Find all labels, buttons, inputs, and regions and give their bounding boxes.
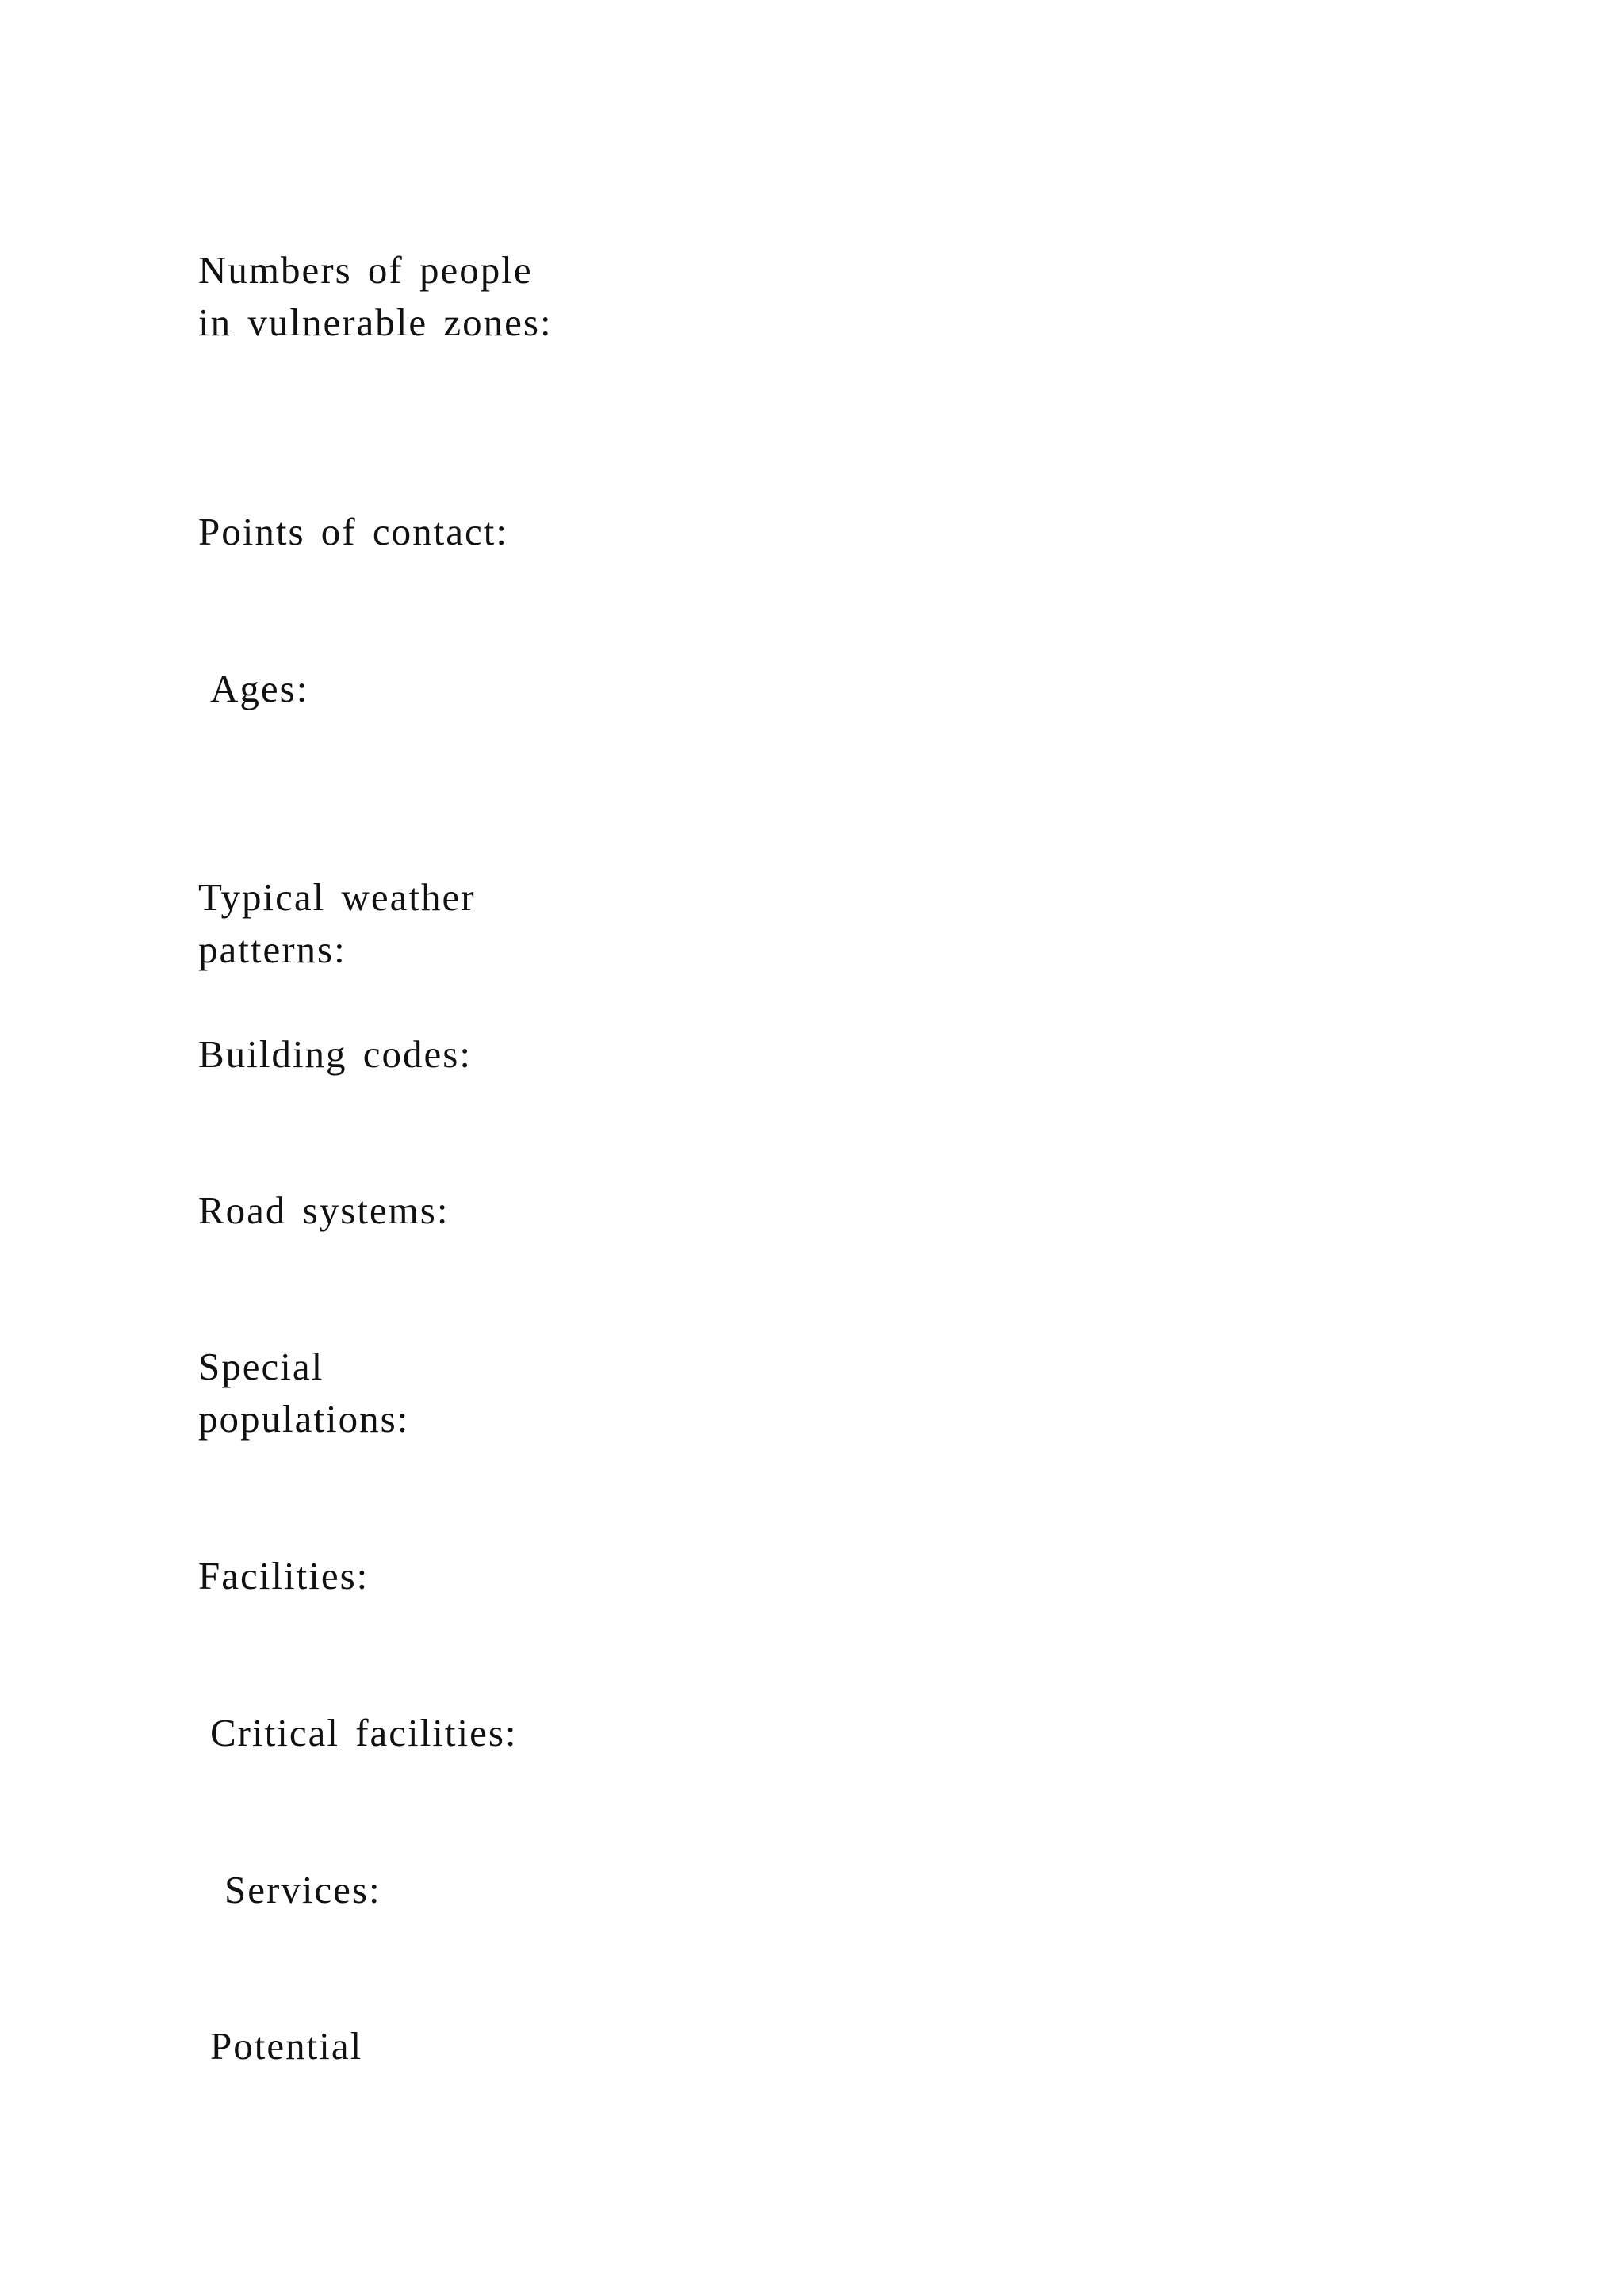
field-label-points-of-contact: Points of contact:	[198, 510, 508, 553]
field-label-building-codes: Building codes:	[198, 1032, 472, 1076]
field-label-special-populations: Special populations:	[198, 1345, 410, 1441]
field-label-services: Services:	[224, 1868, 381, 1911]
field-label-people-in-vulnerable-zones: Numbers of people in vulnerable zones:	[198, 248, 553, 344]
field-label-potential: Potential	[210, 2024, 363, 2068]
field-label-typical-weather-patterns: Typical weather patterns:	[198, 875, 476, 971]
field-label-critical-facilities: Critical facilities:	[210, 1711, 518, 1755]
field-label-ages: Ages:	[210, 667, 309, 710]
field-label-facilities: Facilities:	[198, 1554, 370, 1598]
field-label-road-systems: Road systems:	[198, 1188, 450, 1232]
